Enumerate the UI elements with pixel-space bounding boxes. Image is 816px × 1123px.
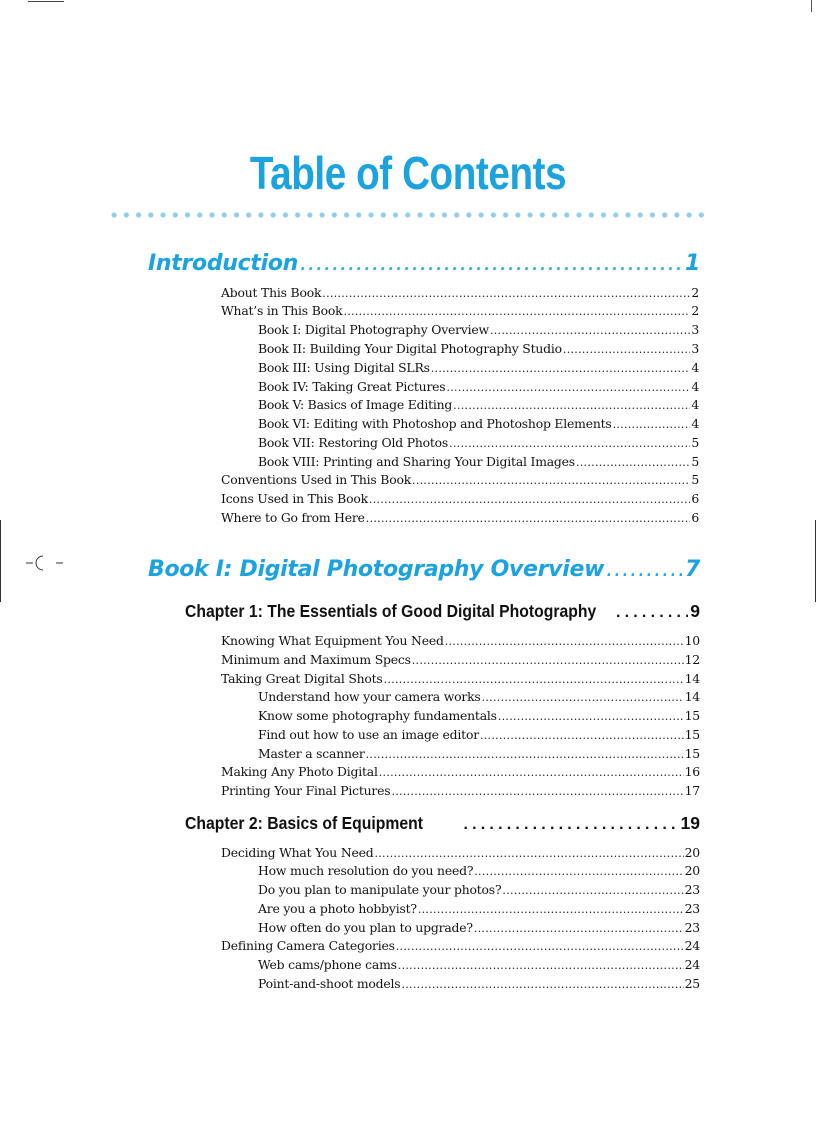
dot-leader <box>369 493 690 506</box>
toc-entry[interactable] <box>258 860 700 878</box>
entry-page: 20 <box>684 863 700 878</box>
entry-title: Printing Your Final Pictures <box>221 783 391 798</box>
toc-entry[interactable] <box>221 842 700 860</box>
entry-page: 15 <box>684 708 700 723</box>
dot-leader <box>449 437 690 450</box>
crop-mark-top <box>28 1 64 2</box>
entry-title: Know some photography fundamentals <box>258 708 497 723</box>
toc-entry[interactable] <box>258 917 700 935</box>
entry-title: Icons Used in This Book <box>221 491 368 506</box>
entry-page: 3 <box>691 322 699 337</box>
entry-title: Book V: Basics of Image Editing <box>258 397 453 412</box>
dot-leader <box>412 474 690 487</box>
entry-page: 24 <box>684 957 700 972</box>
toc-entry[interactable] <box>258 954 700 972</box>
chapter-heading-2[interactable] <box>185 812 700 834</box>
entry-page: 17 <box>684 783 700 798</box>
part-heading-introduction[interactable] <box>148 244 700 276</box>
entry-page: 6 <box>691 510 699 525</box>
toc-entry[interactable] <box>221 630 700 648</box>
entry-page: 2 <box>691 285 699 300</box>
entry-page: 23 <box>684 901 700 916</box>
toc-entry[interactable] <box>221 469 699 487</box>
dot-leader <box>480 729 684 742</box>
toc-entry[interactable] <box>221 507 699 525</box>
toc-entry[interactable] <box>258 376 699 394</box>
toc-entry[interactable] <box>258 413 699 431</box>
dot-leader <box>482 691 684 704</box>
entry-title: Deciding What You Need <box>221 845 374 860</box>
dot-leader <box>374 847 683 860</box>
toc-entry[interactable] <box>258 879 700 897</box>
dot-leader <box>322 287 690 300</box>
entry-page: 14 <box>684 689 700 704</box>
toc-entry[interactable] <box>221 668 700 686</box>
dot-leader <box>401 978 683 991</box>
page-title: Table of Contents <box>249 147 567 199</box>
toc-entry[interactable] <box>221 935 700 953</box>
dot-leader <box>366 748 684 761</box>
entry-page: 3 <box>691 341 699 356</box>
chapter-title: Chapter 1: The Essentials of Good Digital Photography <box>185 601 597 621</box>
entry-title: Where to Go from Here <box>221 510 365 525</box>
dot-leader <box>398 959 684 972</box>
part-title: Book I: Digital Photography Overview <box>148 557 605 582</box>
crop-mark-right <box>811 0 812 12</box>
entry-page: 24 <box>684 938 700 953</box>
entry-page: 15 <box>684 727 700 742</box>
toc-entry[interactable] <box>258 451 699 469</box>
entry-title: Taking Great Digital Shots <box>221 671 383 686</box>
entry-page: 10 <box>684 633 700 648</box>
entry-title: Making Any Photo Digital <box>221 764 378 779</box>
dot-leader <box>384 673 684 686</box>
entry-page: 20 <box>684 845 700 860</box>
entry-title: Point-and-shoot models <box>258 976 401 991</box>
chapter-heading-1[interactable] <box>185 600 700 622</box>
part-title: Introduction <box>148 251 299 276</box>
entry-page: 4 <box>691 379 699 394</box>
entry-title: Find out how to use an image editor <box>258 727 479 742</box>
dot-leader <box>453 399 690 412</box>
entry-title: Defining Camera Categories <box>221 938 395 953</box>
entry-page: 12 <box>684 652 700 667</box>
entry-page: 5 <box>691 454 699 469</box>
toc-entry[interactable] <box>258 705 700 723</box>
entry-page: 23 <box>684 882 700 897</box>
dot-leader <box>366 512 691 525</box>
entry-page: 2 <box>691 303 699 318</box>
entry-title: Master a scanner <box>258 746 365 761</box>
dot-leader <box>300 251 683 276</box>
dot-leader <box>613 418 691 431</box>
entry-title: Book VIII: Printing and Sharing Your Digital Images <box>258 454 575 469</box>
entry-page: 16 <box>684 764 700 779</box>
entry-title: How much resolution do you need? <box>258 863 474 878</box>
entry-title: Book II: Building Your Digital Photography Studio <box>258 341 562 356</box>
entry-page: 4 <box>691 360 699 375</box>
entry-title: Understand how your camera works <box>258 689 481 704</box>
chapter-title: Chapter 2: Basics of Equipment <box>185 813 424 833</box>
toc-entry[interactable] <box>258 973 700 991</box>
registration-mark-icon <box>26 553 66 573</box>
part-page: 1 <box>684 251 700 276</box>
dot-leader <box>490 324 690 337</box>
dot-leader <box>412 654 684 667</box>
dot-leader <box>474 922 684 935</box>
toc-entry[interactable] <box>258 357 699 375</box>
entry-page: 15 <box>684 746 700 761</box>
dot-leader <box>502 884 683 897</box>
entry-title: Are you a photo hobbyist? <box>258 901 417 916</box>
entry-title: Web cams/phone cams <box>258 957 397 972</box>
dot-leader <box>343 305 690 318</box>
entry-title: Do you plan to manipulate your photos? <box>258 882 502 897</box>
toc-entry[interactable] <box>258 724 700 742</box>
toc-entry[interactable] <box>221 780 700 798</box>
toc-entry[interactable] <box>221 488 699 506</box>
part-page: 7 <box>684 557 700 582</box>
dot-leader <box>379 766 684 779</box>
toc-entry[interactable] <box>258 898 700 916</box>
dot-leader <box>446 381 690 394</box>
dot-leader <box>606 557 683 582</box>
toc-entry[interactable] <box>258 743 700 761</box>
toc-entry[interactable] <box>258 319 699 337</box>
entry-title: Book III: Using Digital SLRs <box>258 360 430 375</box>
entry-page: 6 <box>691 491 699 506</box>
dotted-divider <box>108 210 708 220</box>
chapter-page: 19 <box>680 813 700 833</box>
entry-title: Book VII: Restoring Old Photos <box>258 435 449 450</box>
toc-entry[interactable] <box>258 394 699 412</box>
chapter-page: 9 <box>690 601 700 621</box>
entry-title: What’s in This Book <box>221 303 343 318</box>
dot-leader <box>563 343 690 356</box>
entry-page: 23 <box>684 920 700 935</box>
entry-page: 5 <box>691 435 699 450</box>
dot-leader <box>464 816 679 834</box>
dot-leader <box>474 865 683 878</box>
dot-leader <box>498 710 684 723</box>
toc-entry[interactable] <box>258 686 700 704</box>
entry-page: 4 <box>691 416 699 431</box>
entry-title: Book VI: Editing with Photoshop and Photoshop Elements <box>258 416 612 431</box>
dot-leader <box>391 785 683 798</box>
dot-leader <box>576 456 690 469</box>
dot-leader <box>445 635 684 648</box>
entry-title: Conventions Used in This Book <box>221 472 412 487</box>
toc-entry[interactable] <box>221 282 699 300</box>
toc-entry[interactable] <box>258 432 699 450</box>
toc-entry[interactable] <box>221 300 699 318</box>
dot-leader <box>616 604 688 622</box>
entry-title: Knowing What Equipment You Need <box>221 633 444 648</box>
entry-title: Book IV: Taking Great Pictures <box>258 379 446 394</box>
entry-title: Book I: Digital Photography Overview <box>258 322 489 337</box>
margin-rule-left <box>0 520 1 602</box>
dot-leader <box>431 362 691 375</box>
entry-page: 25 <box>684 976 700 991</box>
toc-entry[interactable] <box>258 338 699 356</box>
part-heading-book-1[interactable] <box>148 550 700 582</box>
entry-title: About This Book <box>221 285 322 300</box>
entry-title: Minimum and Maximum Specs <box>221 652 411 667</box>
dot-leader <box>418 903 684 916</box>
entry-title: How often do you plan to upgrade? <box>258 920 473 935</box>
dot-leader <box>396 940 684 953</box>
entry-page: 5 <box>691 472 699 487</box>
toc-entry[interactable] <box>221 649 700 667</box>
entry-page: 4 <box>691 397 699 412</box>
entry-page: 14 <box>684 671 700 686</box>
toc-entry[interactable] <box>221 761 700 779</box>
